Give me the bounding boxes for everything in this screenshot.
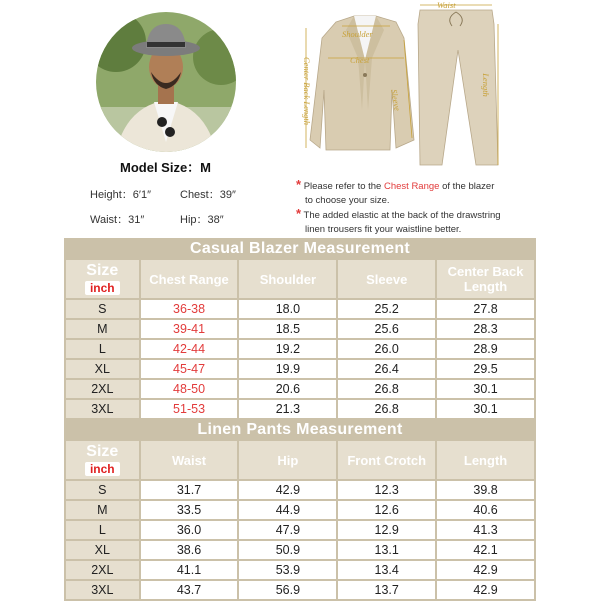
waist-label: Waist (437, 0, 456, 10)
sleeve-label: Sleeve (389, 88, 403, 112)
column-header: Sleeve (338, 260, 435, 298)
garment-illustration (296, 0, 506, 172)
table-row: 2XL 41.1 53.9 13.4 42.9 (66, 561, 534, 579)
table-row: L 42-44 19.2 26.0 28.9 (66, 340, 534, 358)
note-chest-range: * Please refer to the Chest Range of the blazer to choose your size. (296, 177, 495, 206)
column-header: Waist (141, 441, 238, 479)
unit-badge: inch (85, 462, 120, 476)
model-chest: Chest：39″ (180, 189, 236, 201)
column-header: Center Back Length (437, 260, 534, 298)
table-row: 2XL 48-50 20.6 26.8 30.1 (66, 380, 534, 398)
column-header: Chest Range (141, 260, 238, 298)
size-header: Size inch (66, 260, 139, 298)
table-row: 3XL 43.7 56.9 13.7 42.9 (66, 581, 534, 599)
blazer-table-title: Casual Blazer Measurement (66, 240, 534, 258)
pants-measurement-table (64, 419, 536, 601)
model-waist: Waist：31″ (90, 214, 145, 226)
column-header: Hip (239, 441, 336, 479)
model-size-title: Model Size：M (120, 160, 212, 175)
note-elastic: * The added elastic at the back of the drawstring linen trousers fit your waistline better. (296, 206, 501, 235)
chest-range-highlight: Chest Range (383, 181, 440, 192)
table-row: S 36-38 18.0 25.2 27.8 (66, 300, 534, 318)
center-back-length-label: Center Back Length (302, 57, 312, 125)
model-photo (96, 12, 236, 152)
column-header: Shoulder (239, 260, 336, 298)
model-height: Height：6′1″ (90, 189, 151, 201)
pants-table-title: Linen Pants Measurement (66, 421, 534, 439)
table-row: M 39-41 18.5 25.6 28.3 (66, 320, 534, 338)
length-label: Length (480, 73, 491, 97)
shoulder-label: Shoulder (342, 29, 373, 39)
table-row: 3XL 51-53 21.3 26.8 30.1 (66, 400, 534, 418)
column-header: Length (437, 441, 534, 479)
unit-badge: inch (85, 281, 120, 295)
note-star: * (296, 206, 302, 221)
model-hip: Hip：38″ (180, 214, 224, 226)
table-row: L 36.0 47.9 12.9 41.3 (66, 521, 534, 539)
column-header: Front Crotch (338, 441, 435, 479)
table-row: XL 38.6 50.9 13.1 42.1 (66, 541, 534, 559)
table-row: XL 45-47 19.9 26.4 29.5 (66, 360, 534, 378)
size-header: Size inch (66, 441, 139, 479)
note-star: * (296, 177, 302, 192)
table-row: M 33.5 44.9 12.6 40.6 (66, 501, 534, 519)
table-row: S 31.7 42.9 12.3 39.8 (66, 481, 534, 499)
blazer-measurement-table (64, 238, 536, 420)
chest-label: Chest (350, 55, 370, 65)
